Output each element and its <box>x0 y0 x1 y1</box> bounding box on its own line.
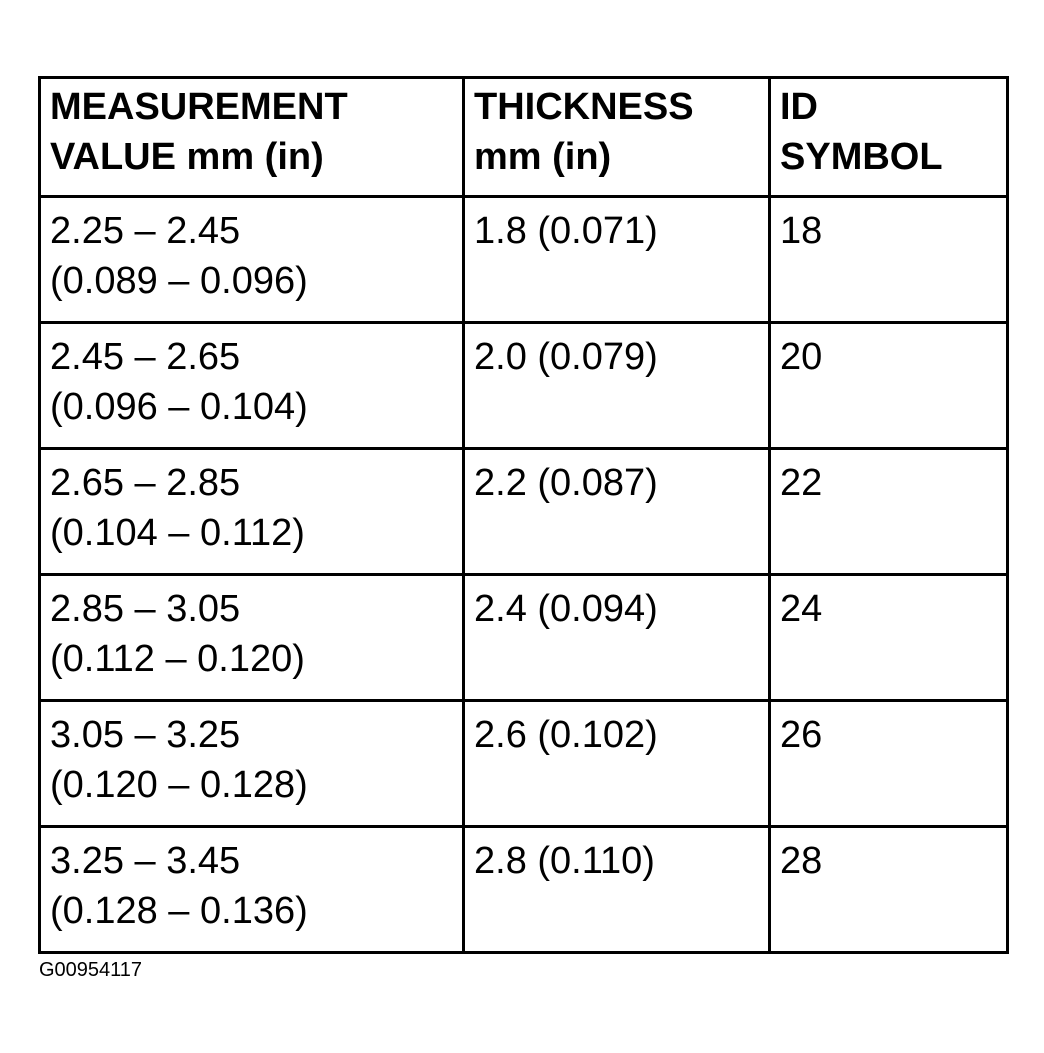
thickness-cell <box>464 323 770 449</box>
table-row <box>40 575 1008 701</box>
table-row <box>40 701 1008 827</box>
measurement-in: (0.089 – 0.096) <box>50 260 308 302</box>
header-text-line: THICKNESS <box>474 86 694 128</box>
id-symbol-cell <box>770 449 1008 575</box>
measurement-value-cell <box>40 575 464 701</box>
header-text-line: SYMBOL <box>780 136 943 178</box>
measurement-in: (0.120 – 0.128) <box>50 764 308 806</box>
thickness-value: 2.6 (0.102) <box>474 714 658 756</box>
measurement-mm: 2.25 – 2.45 <box>50 210 241 252</box>
thickness-value: 2.0 (0.079) <box>474 336 658 378</box>
id-symbol-cell <box>770 197 1008 323</box>
thickness-cell <box>464 449 770 575</box>
header-text-line: mm (in) <box>474 136 612 178</box>
id-symbol-value: 24 <box>780 588 823 630</box>
header-measurement-value <box>40 78 464 197</box>
table-row <box>40 449 1008 575</box>
measurement-in: (0.104 – 0.112) <box>50 512 305 554</box>
id-symbol-value: 22 <box>780 462 823 504</box>
measurement-value-cell <box>40 197 464 323</box>
id-symbol-cell <box>770 701 1008 827</box>
measurement-mm: 2.85 – 3.05 <box>50 588 241 630</box>
id-symbol-cell <box>770 827 1008 953</box>
table-row <box>40 827 1008 953</box>
header-thickness <box>464 78 770 197</box>
thickness-cell <box>464 827 770 953</box>
table-row <box>40 197 1008 323</box>
measurement-mm: 2.45 – 2.65 <box>50 336 241 378</box>
shim-selection-table <box>38 76 1009 954</box>
measurement-mm: 3.25 – 3.45 <box>50 840 241 882</box>
measurement-mm: 3.05 – 3.25 <box>50 714 241 756</box>
header-text-line: ID <box>780 86 818 128</box>
measurement-value-cell <box>40 449 464 575</box>
figure-id-label: G00954117 <box>39 959 143 981</box>
header-text-line: MEASUREMENT <box>50 86 348 128</box>
measurement-in: (0.112 – 0.120) <box>50 638 305 680</box>
id-symbol-cell <box>770 323 1008 449</box>
table-row <box>40 323 1008 449</box>
header-id-symbol <box>770 78 1008 197</box>
thickness-value: 2.8 (0.110) <box>474 840 655 882</box>
measurement-value-cell <box>40 701 464 827</box>
id-symbol-value: 18 <box>780 210 823 252</box>
measurement-in: (0.128 – 0.136) <box>50 890 308 932</box>
id-symbol-value: 20 <box>780 336 823 378</box>
id-symbol-value: 28 <box>780 840 823 882</box>
header-text-line: VALUE mm (in) <box>50 136 324 178</box>
measurement-in: (0.096 – 0.104) <box>50 386 308 428</box>
measurement-value-cell <box>40 323 464 449</box>
measurement-mm: 2.65 – 2.85 <box>50 462 241 504</box>
table-header-row <box>40 78 1008 197</box>
id-symbol-value: 26 <box>780 714 823 756</box>
thickness-value: 1.8 (0.071) <box>474 210 658 252</box>
thickness-value: 2.2 (0.087) <box>474 462 658 504</box>
thickness-cell <box>464 575 770 701</box>
thickness-cell <box>464 197 770 323</box>
thickness-cell <box>464 701 770 827</box>
id-symbol-cell <box>770 575 1008 701</box>
thickness-value: 2.4 (0.094) <box>474 588 658 630</box>
measurement-value-cell <box>40 827 464 953</box>
